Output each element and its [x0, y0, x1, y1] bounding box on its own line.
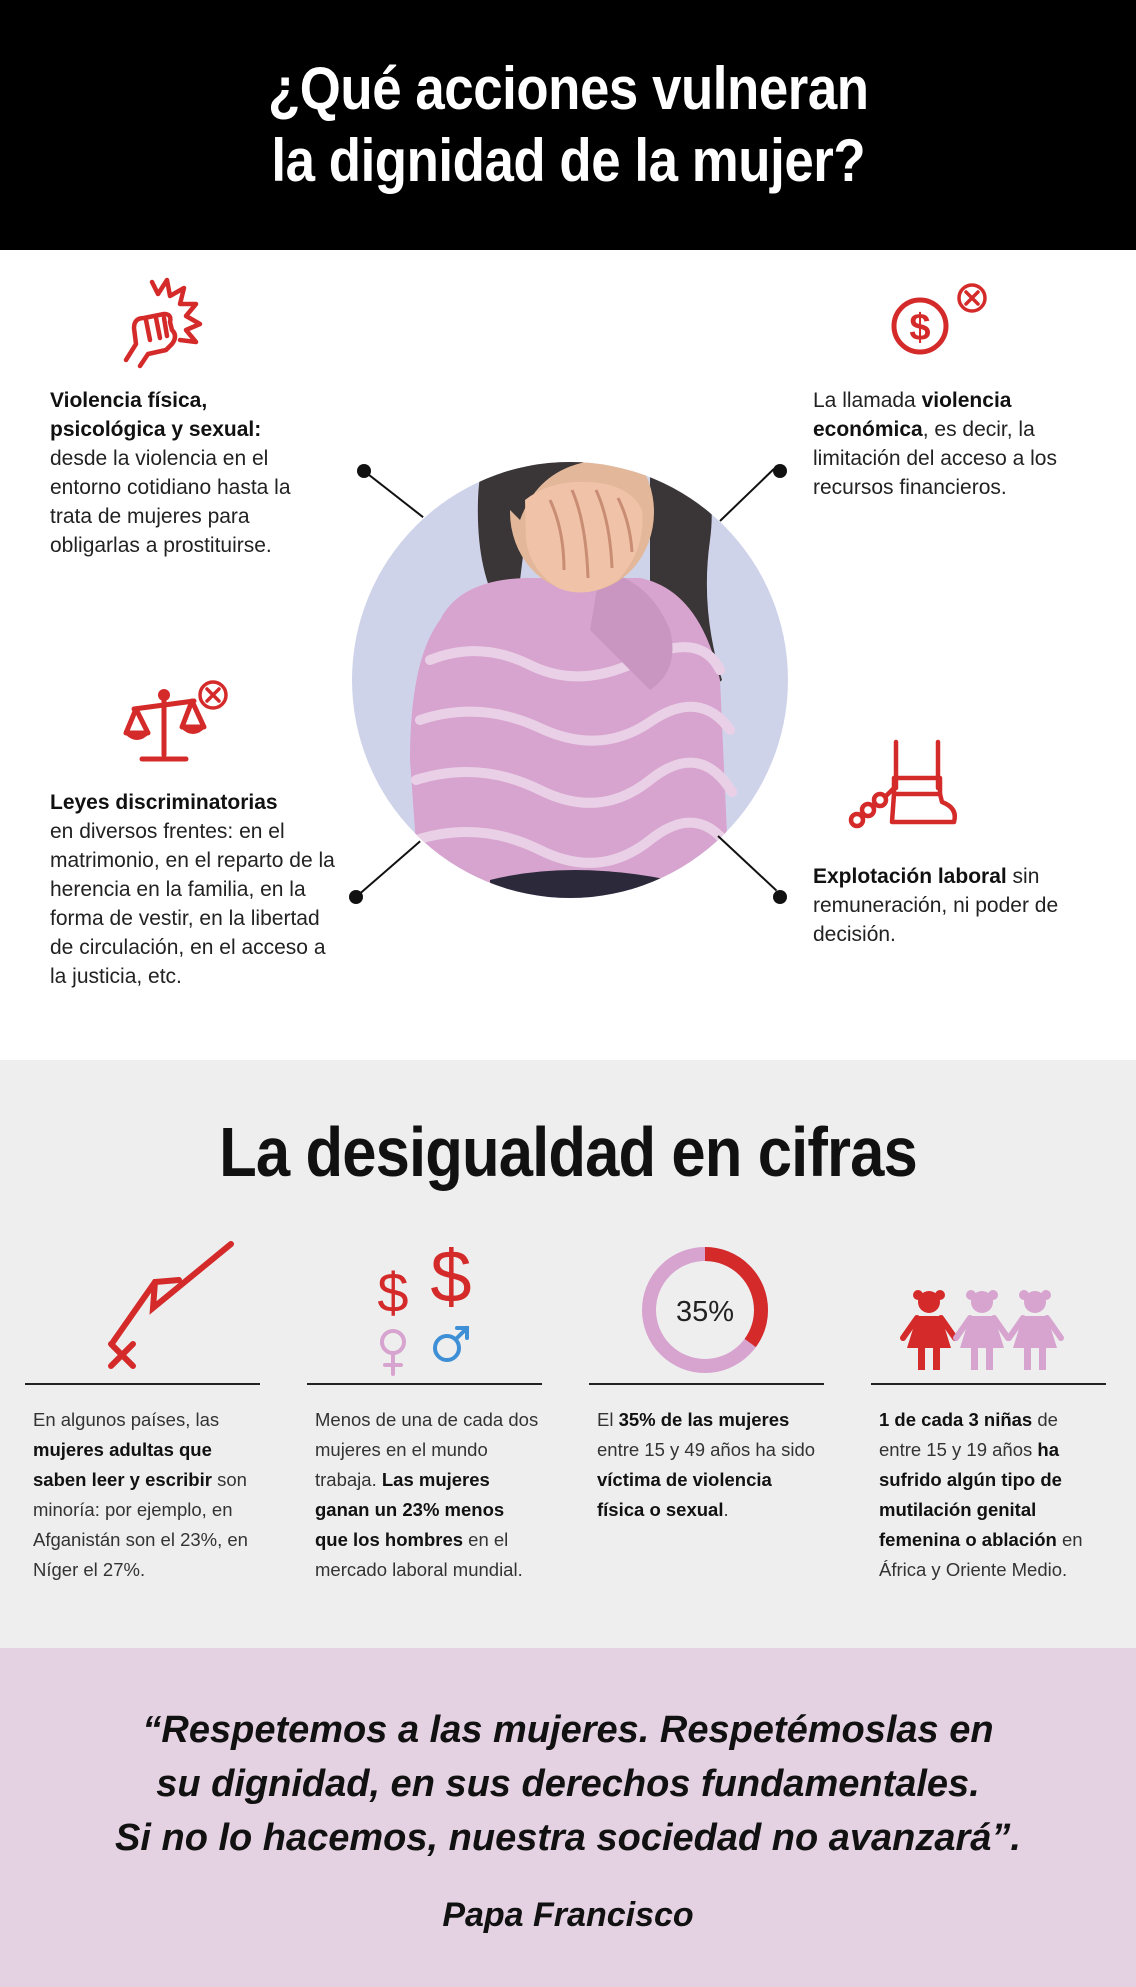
item-discriminatory-laws [50, 788, 340, 991]
percent-ring-icon [589, 1240, 824, 1380]
item-economic-violence [813, 386, 1093, 502]
stat-text-part: ha sufrido algún tipo de mutilación genital femenina o ablación [879, 1439, 1062, 1550]
item-economic-violence-title: violencia económica [813, 389, 1012, 441]
actions-section [0, 250, 1136, 1060]
stat-text-part: 1 de cada 3 niñas [879, 1409, 1033, 1430]
stat-text-part: En algunos países, las [33, 1409, 220, 1430]
stat-text-part: Las mujeres ganan un 23% menos que los hombres [315, 1469, 505, 1550]
stat-text-part: mujeres adultas que saben leer y escribir [33, 1439, 212, 1490]
gender-pay-icon [307, 1240, 542, 1380]
connector-dot [773, 890, 787, 904]
stat-text [879, 1405, 1104, 1585]
quote-section [0, 1648, 1136, 1987]
stat-text-part: en África y Oriente Medio. [879, 1529, 1083, 1580]
divider [25, 1383, 260, 1385]
quote-text: “Respetemos a las mujeres. Respetémoslas en su dignidad, en sus derechos fundamentales. Si no lo hacemos, nuestra sociedad no avanzará”. [115, 1709, 1021, 1859]
stat-text-part: en el mercado laboral mundial. [315, 1529, 523, 1580]
page-title: ¿Qué acciones vulneran la dignidad de la mujer? [267, 55, 869, 194]
svg-text:$: $ [430, 1240, 472, 1318]
divider [871, 1383, 1106, 1385]
connector-dot [773, 464, 787, 478]
header-banner [0, 0, 1136, 250]
stat-text-part: . [723, 1499, 729, 1520]
stat-text-part: entre 15 y 49 años ha sido [597, 1439, 816, 1460]
item-physical-violence-title: Violencia física, psicológica y sexual: [50, 389, 262, 441]
stat-text [315, 1405, 540, 1585]
item-physical-violence-text: desde la violencia en el entorno cotidiano hasta la trata de mujeres para obligarlas a prostituirse. [50, 447, 291, 557]
scales-cancel-icon [120, 675, 235, 770]
stat-text-part: El [597, 1409, 619, 1430]
stat-text-part: víctima de violencia física o sexual [597, 1469, 772, 1520]
svg-text:$: $ [909, 307, 931, 349]
item-labor-exploitation-text: sin remuneración, ni poder de decisión. [813, 865, 1059, 946]
item-physical-violence [50, 386, 310, 560]
stats-section [0, 1060, 1136, 1648]
dollar-cancel-icon [884, 280, 994, 360]
stat-text [597, 1405, 822, 1525]
girl-figure-pink [956, 1290, 1008, 1370]
stat-text-part: Menos de una de cada dos mujeres en el mundo trabaja. [315, 1409, 539, 1490]
item-labor-exploitation-title: Explotación laboral [813, 865, 1007, 888]
stat-text [33, 1405, 258, 1585]
quote-author: Papa Francisco [442, 1896, 694, 1934]
stat-text-part: 35% de las mujeres [618, 1409, 790, 1430]
divider [307, 1383, 542, 1385]
distressed-woman-illustration [350, 460, 790, 900]
svg-text:$: $ [377, 1261, 409, 1324]
fist-icon [112, 274, 212, 374]
girl-figure-red [903, 1290, 955, 1370]
stat-text-part: son minoría: por ejemplo, en Afganistán son el 23%, en Níger el 27%. [33, 1469, 248, 1580]
shackle-icon [848, 738, 968, 838]
ring-label: 35% [675, 1296, 735, 1328]
item-labor-exploitation [813, 862, 1083, 949]
girl-figure-pink [1009, 1290, 1061, 1370]
item-discriminatory-laws-text: en diversos frentes: en el matrimonio, en el reparto de la herencia en la familia, en la forma de vestir, en la libertad de circulación, en el acceso a la justicia, etc. [50, 820, 335, 988]
divider [589, 1383, 824, 1385]
item-discriminatory-laws-title: Leyes discriminatorias [50, 791, 278, 814]
item-economic-violence-prefix: La llamada [813, 389, 922, 412]
stats-title: La desigualdad en cifras [219, 1113, 917, 1191]
item-economic-violence-text: , es decir, la limitación del acceso a los recursos financieros. [813, 418, 1057, 499]
broken-pencil-icon [25, 1240, 260, 1380]
stat-text-part: de entre 15 y 19 años [879, 1409, 1058, 1460]
girls-icon [871, 1240, 1106, 1380]
